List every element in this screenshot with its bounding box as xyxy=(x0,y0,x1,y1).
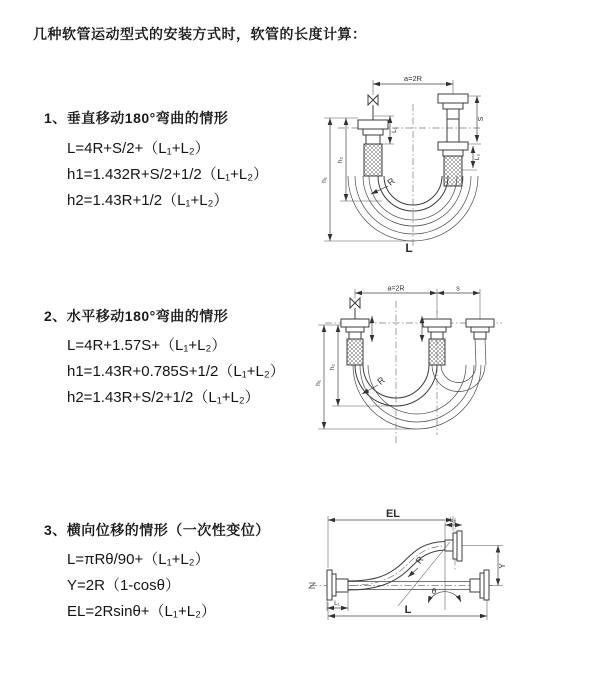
dimensions xyxy=(327,508,507,620)
left-pipe-assembly xyxy=(341,289,369,365)
radius-label-R: R xyxy=(385,175,397,188)
dim-label-h1: h₁ xyxy=(321,177,328,183)
radius-label-R: R xyxy=(375,374,387,387)
dim-label-h2: h₂ xyxy=(337,156,344,164)
section-2-heading: 2、水平移动180°弯曲的情形 xyxy=(44,308,229,324)
braided-hose-end xyxy=(444,156,462,186)
straight-pipe-position xyxy=(348,570,489,600)
angle-construction xyxy=(398,522,461,610)
valve-icon xyxy=(350,298,360,308)
section-3-heading: 3、横向位移的情形（一次性变位） xyxy=(44,522,270,538)
dim-label-L1: L₁ xyxy=(391,127,398,133)
section-1-formula-L: L=4R+S/2+（L₁+L₂） xyxy=(67,140,210,157)
dim-label-L: L xyxy=(404,604,412,616)
valve-icon xyxy=(368,95,378,105)
middle-pipe-assembly xyxy=(423,289,451,365)
section-2-formula-L: L=4R+1.57S+（L₁+L₂） xyxy=(67,337,227,354)
section-1-formula-h2: h2=1.43R+1/2（L₁+L₂） xyxy=(67,192,229,209)
diagram-vertical-bend xyxy=(310,70,590,265)
centerlines xyxy=(309,518,494,588)
left-pipe-assembly xyxy=(358,80,388,176)
dim-label-a2R: a=2R xyxy=(403,74,423,83)
diagram-horizontal-bend xyxy=(310,283,590,463)
dim-label-a2R: a=2R xyxy=(387,285,405,293)
braided-hose-end xyxy=(429,339,445,365)
braided-hose-end xyxy=(347,339,363,365)
dim-label-s: s xyxy=(456,285,460,293)
hose-loop-arcs xyxy=(353,365,485,429)
diagram-lateral-displacement xyxy=(298,498,593,653)
dim-label-S: S xyxy=(478,116,485,122)
angle-label-theta: θ xyxy=(431,587,437,596)
page-title: 几种软管运动型式的安装方式时，软管的长度计算： xyxy=(33,26,367,42)
braided-hose-end xyxy=(364,144,382,176)
dim-label-Y: Y xyxy=(498,563,507,569)
section-2-formula-h1: h1=1.43R+0.785S+1/2（L₁+L₂） xyxy=(67,363,285,380)
section-3-formula-L: L=πRθ/90+（L₁+L₂） xyxy=(67,551,210,568)
section-3-formula-EL: EL=2Rsinθ+（L₁+L₂） xyxy=(67,603,216,620)
dim-label-L1: L₁ xyxy=(334,600,340,607)
dim-label-L2: L₂ xyxy=(474,153,481,161)
right-pipe-assembly xyxy=(466,289,494,365)
upper-flange-assembly xyxy=(445,531,462,561)
length-label-L: L xyxy=(405,241,413,255)
section-1-formula-h1: h1=1.432R+S/2+1/2（L₁+L₂） xyxy=(67,166,269,183)
dim-label-L2: L₂ xyxy=(449,517,457,524)
dim-label-h1: h₁ xyxy=(315,380,322,386)
section-1-heading: 1、垂直移动180°弯曲的情形 xyxy=(44,110,229,126)
section-3-formula-Y: Y=2R（1-cosθ） xyxy=(67,577,180,594)
dim-label-EL: EL xyxy=(385,508,401,520)
radius-label-R: R xyxy=(413,554,426,566)
section-2-formula-h2: h2=1.43R+S/2+1/2（L₁+L₂） xyxy=(67,389,260,406)
dim-label-h2: h₂ xyxy=(329,363,336,371)
left-flange-assembly xyxy=(327,570,348,600)
